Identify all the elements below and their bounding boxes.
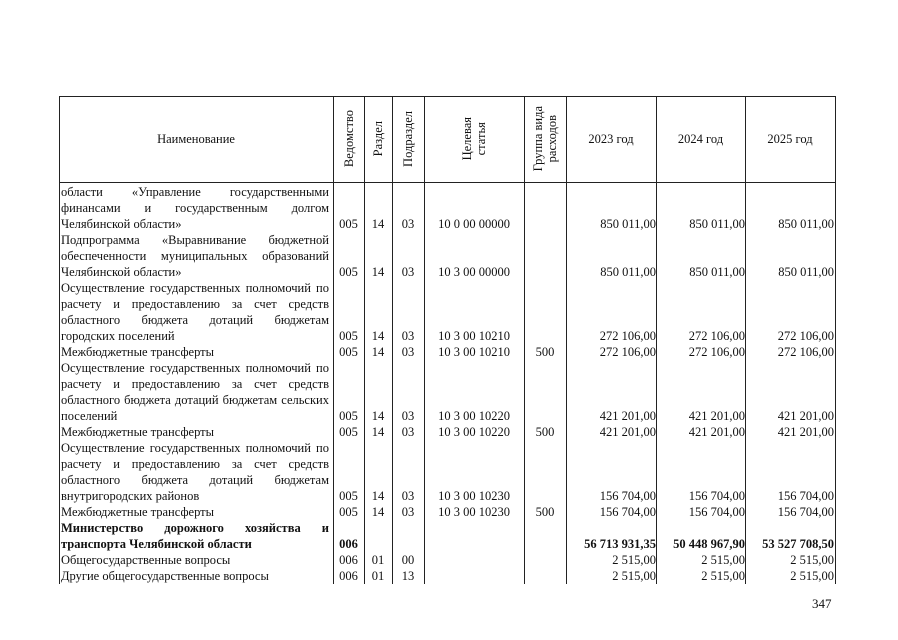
row-name: Министерство дорожного хозяйства и транспорта Челябинской области	[61, 521, 329, 551]
row-group: 500	[535, 425, 555, 439]
row-2025: 156 704,00	[777, 505, 834, 519]
row-razdel: 14	[371, 409, 385, 423]
row-target: 10 0 00 00000	[438, 217, 510, 231]
row-2024: 850 011,00	[689, 217, 745, 231]
row-razdel: 14	[371, 265, 385, 279]
row-2024: 156 704,00	[688, 489, 745, 503]
row-2025: 421 201,00	[777, 409, 834, 423]
row-ved: 006	[339, 553, 358, 567]
row-name: области «Управление государственными финансами и государственным долгом Челябинской области»	[61, 185, 329, 231]
row-2023: 2 515,00	[612, 553, 656, 567]
row-2023: 421 201,00	[599, 425, 656, 439]
row-target: 10 3 00 00000	[438, 265, 510, 279]
row-razdel: 01	[371, 569, 385, 583]
header-2023: 2023 год	[588, 132, 634, 146]
row-razdel: 14	[371, 345, 385, 359]
header-razdel: Раздел	[371, 121, 385, 157]
row-name: Подпрограмма «Выравнивание бюджетной обеспеченности муниципальных образований Челябинской области»	[61, 233, 329, 279]
row-name: Межбюджетные трансферты	[61, 425, 215, 439]
row-2025: 2 515,00	[790, 553, 834, 567]
row-podrazdel: 13	[401, 569, 415, 583]
row-2025: 421 201,00	[777, 425, 834, 439]
table-border-right	[835, 96, 836, 584]
row-2024: 272 106,00	[688, 329, 745, 343]
row-2023: 272 106,00	[599, 329, 656, 343]
row-ved: 005	[339, 505, 358, 519]
row-2025: 272 106,00	[777, 345, 834, 359]
row-podrazdel: 03	[401, 489, 415, 503]
row-2023: 272 106,00	[599, 345, 656, 359]
row-group: 500	[535, 345, 555, 359]
row-podrazdel: 03	[401, 217, 415, 231]
header-target: Целевая статья	[460, 117, 488, 161]
page-number: 347	[812, 596, 832, 611]
row-name: Общегосударственные вопросы	[61, 553, 231, 567]
row-2024: 2 515,00	[701, 569, 745, 583]
header-rule	[59, 182, 836, 183]
row-2024: 50 448 967,90	[673, 537, 745, 551]
row-podrazdel: 03	[401, 265, 415, 279]
row-ved: 005	[339, 265, 358, 279]
row-2023: 56 713 931,35	[584, 537, 656, 551]
budget-table	[59, 96, 836, 584]
row-podrazdel: 03	[401, 329, 415, 343]
row-name: Межбюджетные трансферты	[61, 345, 215, 359]
row-target: 10 3 00 10230	[438, 489, 510, 503]
row-ved: 005	[339, 409, 358, 423]
row-2025: 53 527 708,50	[762, 537, 834, 551]
row-podrazdel: 03	[401, 345, 415, 359]
row-2024: 2 515,00	[701, 553, 745, 567]
row-name: Межбюджетные трансферты	[61, 505, 215, 519]
header-name: Наименование	[157, 132, 235, 146]
row-2023: 850 011,00	[600, 217, 656, 231]
row-2025: 850 011,00	[778, 265, 834, 279]
header-2024: 2024 год	[677, 132, 724, 146]
row-2024: 850 011,00	[689, 265, 745, 279]
row-ved: 005	[339, 345, 358, 359]
row-ved: 005	[339, 329, 358, 343]
row-razdel: 01	[371, 553, 385, 567]
row-target: 10 3 00 10220	[438, 409, 510, 423]
row-razdel: 14	[371, 425, 385, 439]
row-name: Осуществление государственных полномочий по расчету и предоставлению за счет средств областного бюджета дотаций бюджетам внутригородских районов	[61, 441, 329, 503]
row-ved: 006	[339, 537, 358, 551]
row-name: Осуществление государственных полномочий по расчету и предоставлению за счет средств областного бюджета дотаций бюджетам сельских поселений	[61, 361, 329, 423]
row-2023: 2 515,00	[612, 569, 656, 583]
row-name: Осуществление государственных полномочий по расчету и предоставлению за счет средств областного бюджета дотаций бюджетам городских поселений	[61, 281, 329, 343]
row-group: 500	[535, 505, 555, 519]
row-2023: 421 201,00	[599, 409, 656, 423]
row-target: 10 3 00 10210	[438, 345, 510, 359]
row-ved: 005	[339, 217, 358, 231]
row-2023: 156 704,00	[599, 505, 656, 519]
row-target: 10 3 00 10220	[438, 425, 510, 439]
row-ved: 006	[339, 569, 358, 583]
row-ved: 005	[339, 489, 358, 503]
row-name: Другие общегосударственные вопросы	[61, 569, 269, 583]
row-2024: 421 201,00	[688, 425, 745, 439]
row-razdel: 14	[371, 217, 385, 231]
header-podrazdel: Подраздел	[401, 111, 415, 167]
header-vedomstvo: Ведомство	[341, 110, 356, 168]
row-podrazdel: 03	[401, 425, 415, 439]
row-2024: 156 704,00	[688, 505, 745, 519]
header-group: Группа вида расходов	[531, 106, 559, 172]
row-podrazdel: 00	[401, 553, 415, 567]
row-2024: 421 201,00	[688, 409, 745, 423]
row-2023: 850 011,00	[600, 265, 656, 279]
row-2025: 156 704,00	[777, 489, 834, 503]
row-podrazdel: 03	[401, 505, 415, 519]
row-ved: 005	[339, 425, 358, 439]
row-2023: 156 704,00	[599, 489, 656, 503]
row-razdel: 14	[371, 505, 385, 519]
row-2025: 272 106,00	[777, 329, 834, 343]
row-razdel: 14	[371, 329, 385, 343]
header-2025: 2025 год	[767, 132, 813, 146]
row-razdel: 14	[371, 489, 385, 503]
row-2024: 272 106,00	[688, 345, 745, 359]
row-target: 10 3 00 10210	[438, 329, 510, 343]
row-target: 10 3 00 10230	[438, 505, 510, 519]
row-2025: 850 011,00	[778, 217, 834, 231]
row-2025: 2 515,00	[790, 569, 834, 583]
row-podrazdel: 03	[401, 409, 415, 423]
